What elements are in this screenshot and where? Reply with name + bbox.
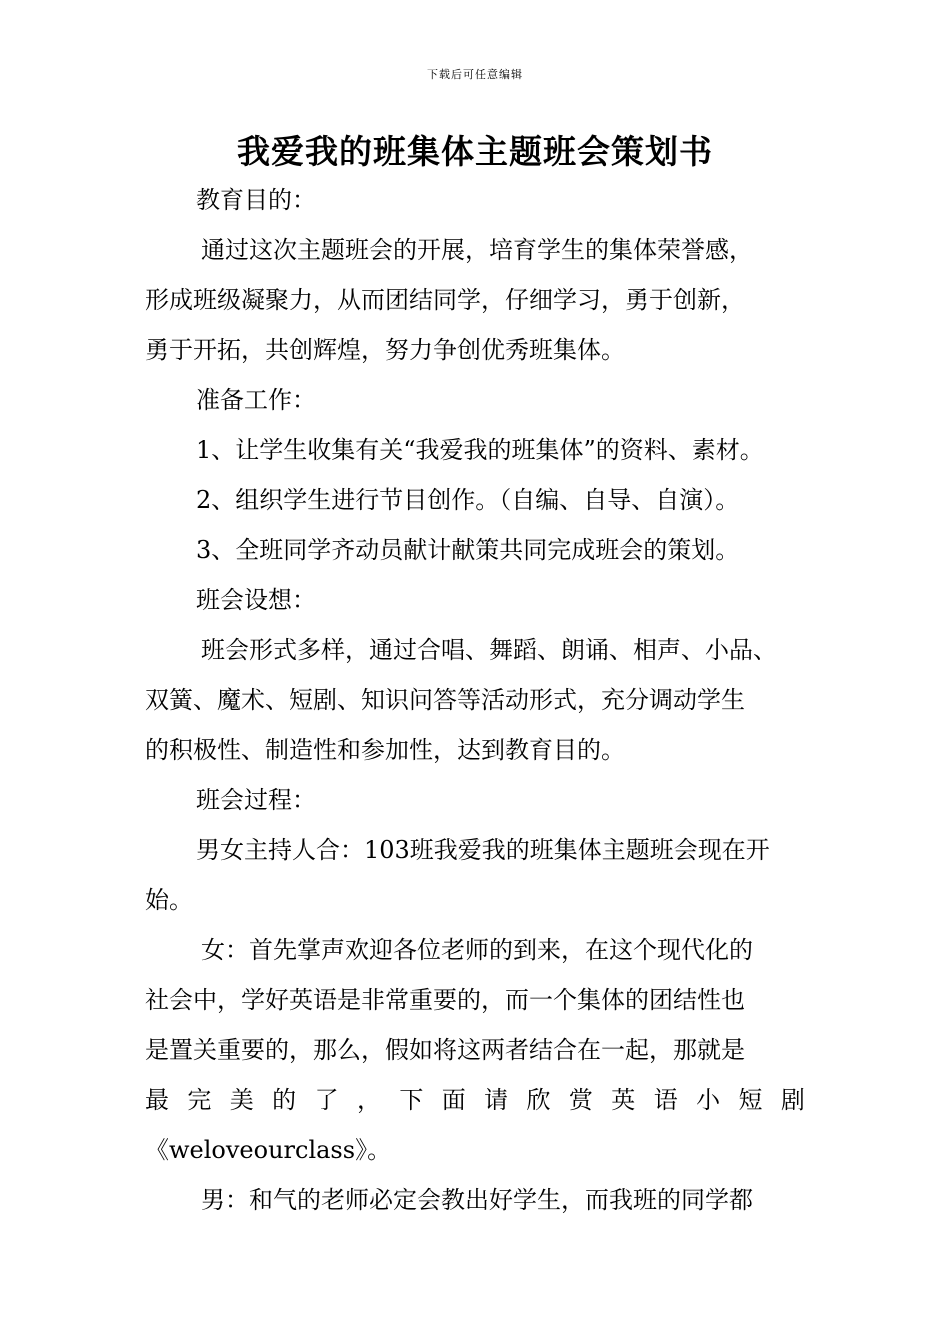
paragraph-line: 的积极性、制造性和参加性，达到教育目的。 [145,736,625,764]
justified-char: 欣 [526,1086,551,1114]
paragraph-line: 双簧、魔术、短剧、知识问答等活动形式，充分调动学生 [145,686,745,714]
justified-char: 短 [738,1086,763,1114]
justified-char: 面 [441,1086,466,1114]
justified-char: 最 [145,1086,169,1114]
justified-char: 赏 [568,1086,593,1114]
paragraph-line: 1、让学生收集有关“我爱我的班集体”的资料、素材。 [196,436,764,464]
justified-char: 英 [611,1086,636,1114]
paragraph-line: 始。 [145,886,193,914]
paragraph-line: 2、组织学生进行节目创作。（自编、自导、自演）。 [196,486,740,514]
paragraph-line: 形成班级凝聚力，从而团结同学，仔细学习，勇于创新， [145,286,745,314]
paragraph-line: 班会设想： [196,586,316,614]
paragraph-line: 准备工作： [196,386,316,414]
justified-char: 剧 [780,1086,805,1114]
paragraph-line: 教育目的： [196,186,316,214]
paragraph-line: 《weloveourclass》。 [145,1136,392,1164]
justified-char: 下 [399,1086,424,1114]
justified-char: 请 [484,1086,509,1114]
paragraph-line: 班会形式多样，通过合唱、舞蹈、朗诵、相声、小品、 [201,636,777,664]
justified-char: 语 [653,1086,678,1114]
paragraph-line: 男：和气的老师必定会教出好学生，而我班的同学都 [201,1186,753,1214]
justified-char: 了 [314,1086,339,1114]
paragraph-line: 通过这次主题班会的开展，培育学生的集体荣誉感， [201,236,753,264]
paragraph-line: 勇于开拓，共创辉煌，努力争创优秀班集体。 [145,336,625,364]
justified-char: ， [356,1086,381,1114]
justified-char: 美 [229,1086,254,1114]
paragraph-line: 男女主持人合：103班我爱我的班集体主题班会现在开 [196,836,770,864]
paragraph-line-justified [145,1084,805,1116]
header-note: 下载后可任意编辑 [427,68,523,81]
paragraph-line: 3、全班同学齐动员献计献策共同完成班会的策划。 [196,536,740,564]
paragraph-line: 是置关重要的，那么，假如将这两者结合在一起，那就是 [145,1036,745,1064]
paragraph-line: 班会过程： [196,786,316,814]
document-title: 我爱我的班集体主题班会策划书 [237,132,713,171]
justified-char: 小 [696,1086,721,1114]
paragraph-line: 女：首先掌声欢迎各位老师的到来，在这个现代化的 [201,936,753,964]
justified-char: 完 [187,1086,212,1114]
justified-char: 的 [272,1086,297,1114]
paragraph-line: 社会中，学好英语是非常重要的，而一个集体的团结性也 [145,986,745,1014]
